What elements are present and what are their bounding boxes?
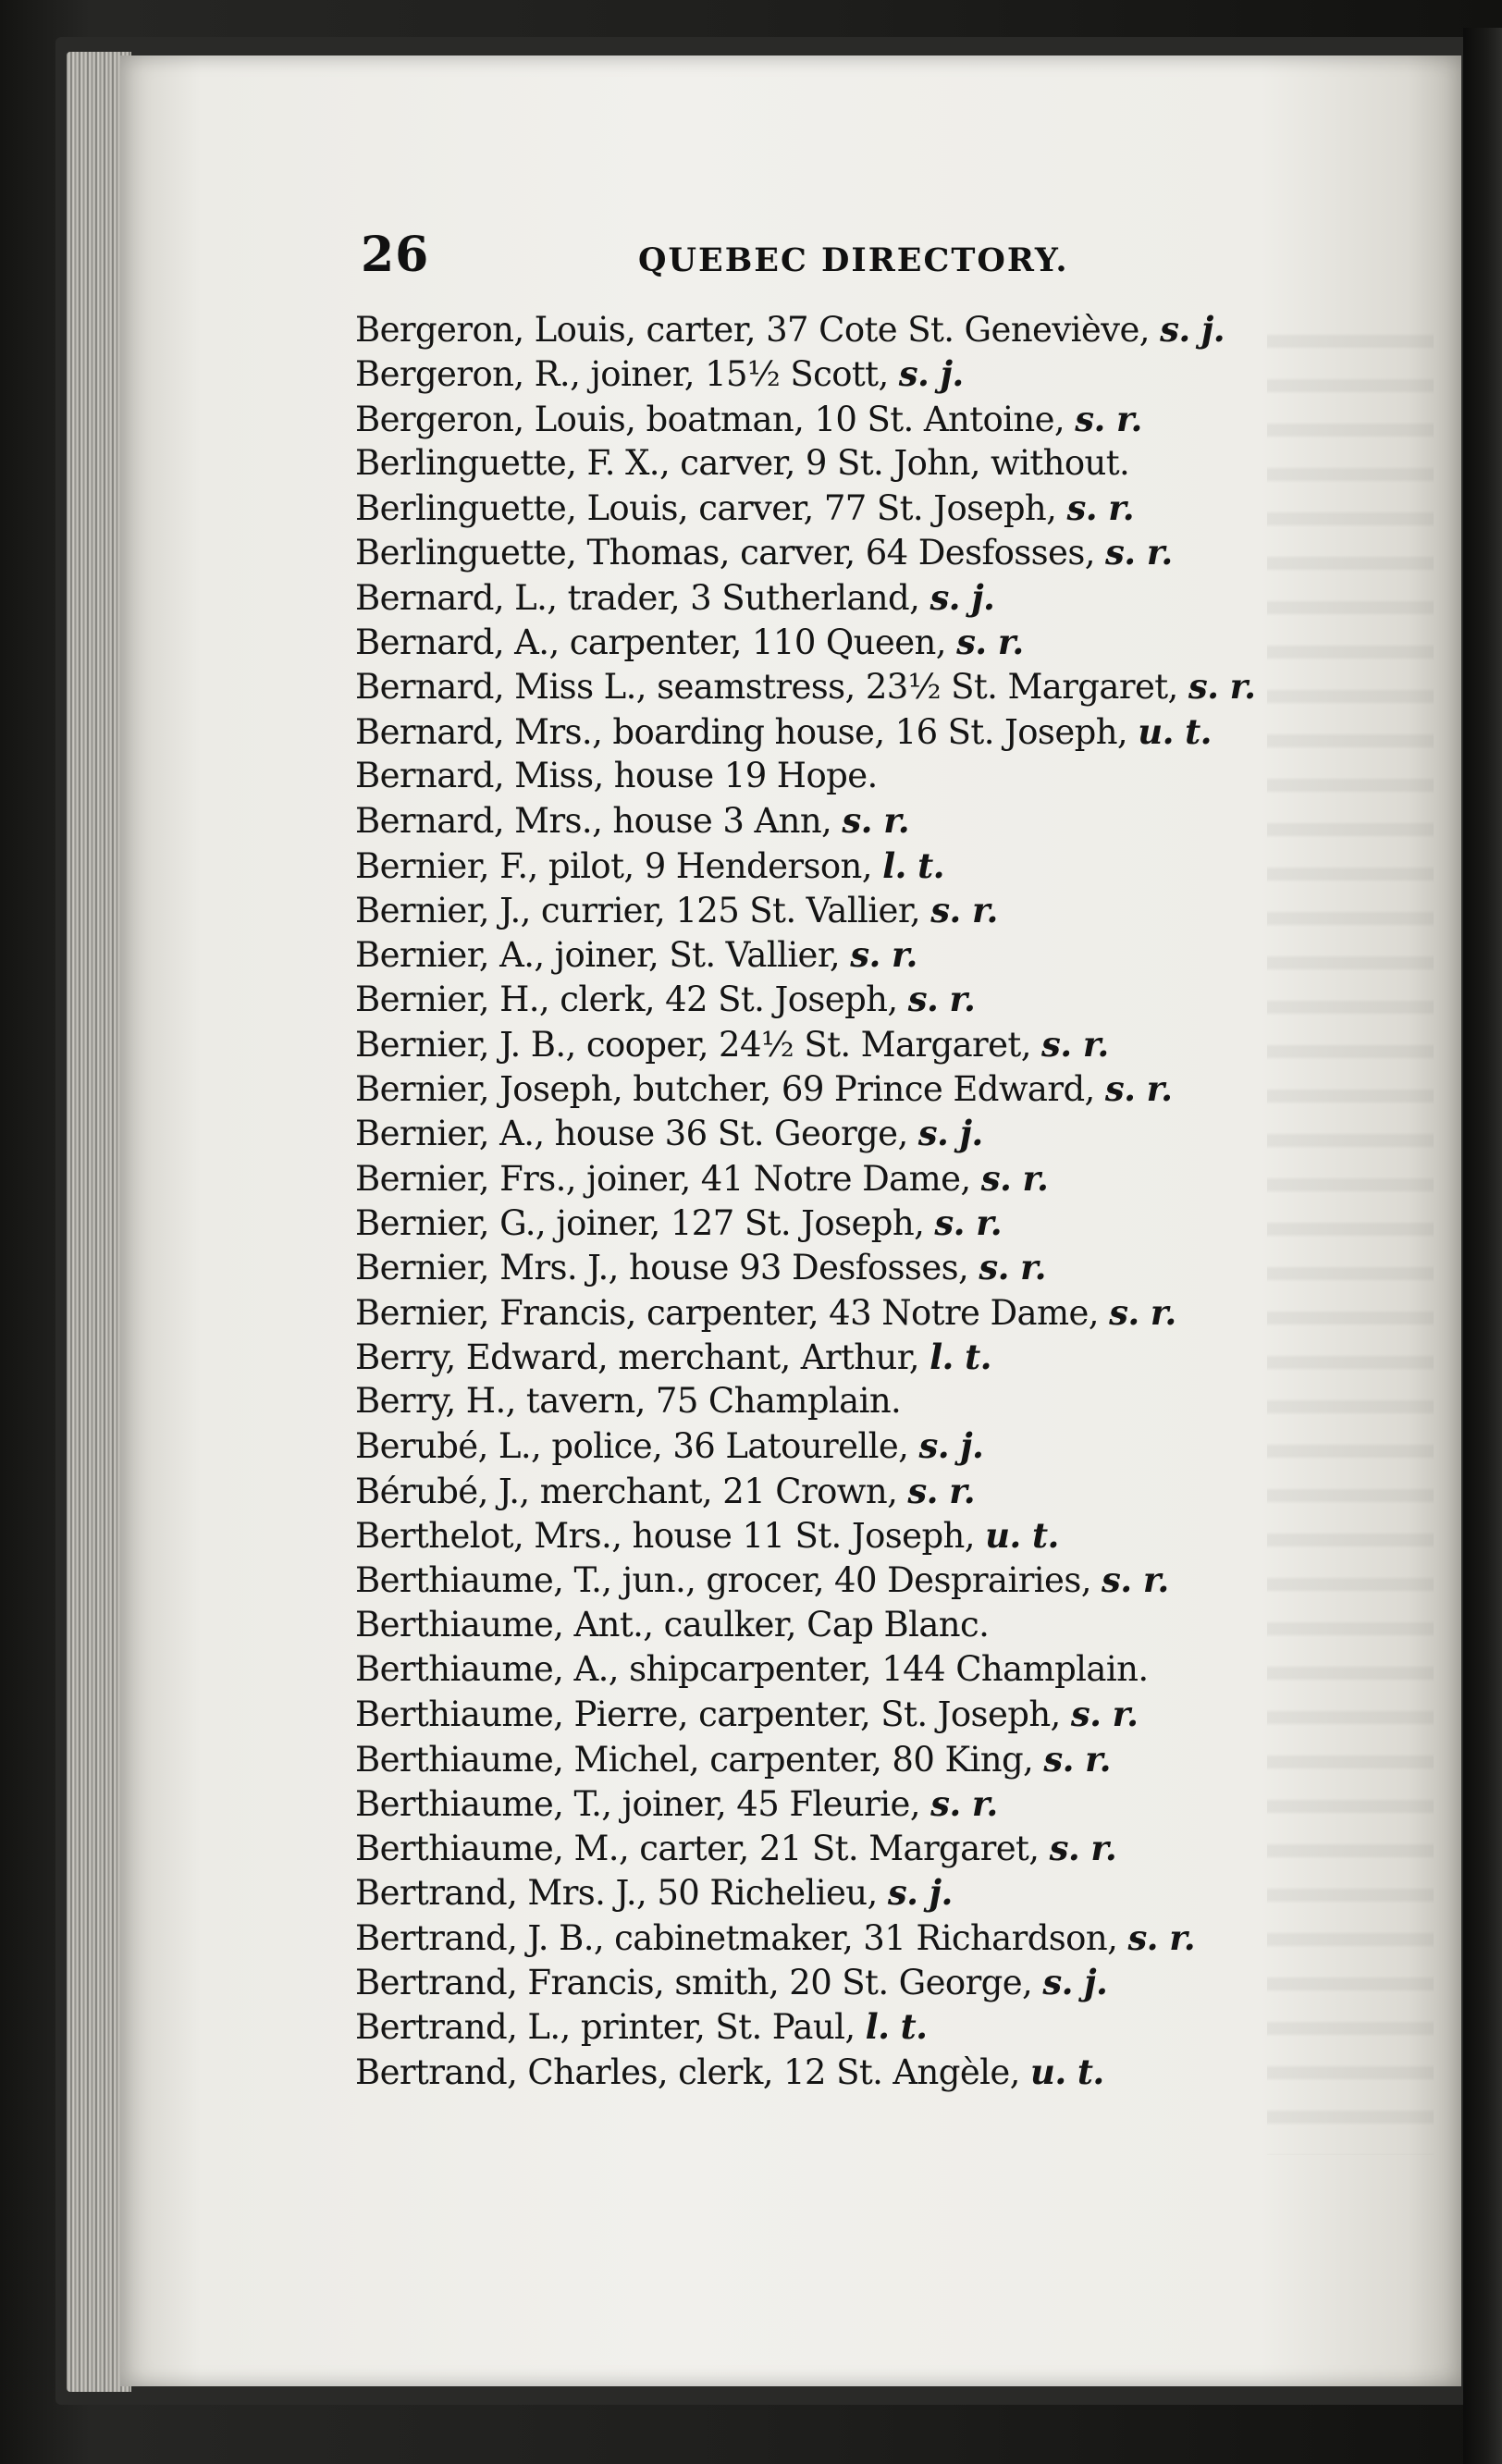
entry-text: Bernard, Miss, house 19 Hope. (355, 755, 878, 795)
entry-district: s. r. (1104, 1068, 1173, 1110)
directory-entry (355, 1692, 1354, 1736)
directory-entry (355, 1513, 1354, 1558)
entry-district: l. t. (865, 2006, 928, 2048)
directory-entry (355, 1558, 1354, 1602)
directory-entry (355, 1870, 1354, 1915)
entry-district: s. r. (956, 622, 1024, 663)
entry-text: Bernier, F., pilot, 9 Henderson, (355, 845, 872, 886)
directory-entry (355, 1737, 1354, 1781)
directory-entry (355, 664, 1354, 708)
directory-entry (355, 530, 1354, 574)
directory-entry (355, 754, 1354, 798)
entry-text: Bernier, J. B., cooper, 24½ St. Margaret, (355, 1024, 1031, 1065)
entry-district: s. r. (979, 1247, 1046, 1288)
entry-district: s. r. (1041, 1023, 1109, 1065)
directory-entry (355, 888, 1354, 932)
entry-district: s. r. (1066, 487, 1135, 529)
entry-district: s. r. (1105, 532, 1173, 573)
entry-text: Bernier, Francis, carpenter, 43 Notre Dame, (355, 1292, 1099, 1333)
directory-entry (355, 1156, 1354, 1201)
entry-district: s. r. (1070, 1694, 1139, 1735)
directory-entry (355, 709, 1354, 754)
entry-text: Berthiaume, M., carter, 21 St. Margaret, (355, 1829, 1040, 1869)
entry-district: s. r. (1188, 666, 1256, 708)
entry-text: Bernard, L., trader, 3 Sutherland, (355, 577, 920, 618)
directory-entry (355, 844, 1354, 888)
page-header (361, 227, 1286, 291)
directory-entry (355, 307, 1354, 351)
entry-text: Bernard, A., carpenter, 110 Queen, (355, 622, 946, 663)
entry-district: s. r. (1049, 1828, 1117, 1869)
entry-district: s. r. (1075, 398, 1142, 439)
directory-entry (355, 620, 1354, 664)
entry-district: s. j. (1042, 1961, 1108, 2002)
entry-district: s. r. (930, 889, 998, 930)
directory-entry (355, 1290, 1354, 1335)
entry-text: Bernier, G., joiner, 127 St. Joseph, (355, 1202, 925, 1243)
entry-text: Bernier, J., currier, 125 St. Vallier, (355, 890, 921, 930)
page-number: 26 (361, 227, 430, 283)
entry-text: Berry, Edward, merchant, Arthur, (355, 1337, 919, 1377)
entry-district: s. j. (898, 353, 964, 395)
entry-district: u. t. (985, 1515, 1059, 1557)
directory-entry (355, 1469, 1354, 1513)
entry-text: Berlinguette, F. X., carver, 9 St. John, without. (355, 442, 1130, 483)
entry-text: Berthiaume, A., shipcarpenter, 144 Champlain. (355, 1648, 1149, 1689)
directory-entry (355, 1379, 1354, 1423)
directory-entry (355, 575, 1354, 620)
entry-text: Bergeron, R., joiner, 15½ Scott, (355, 354, 889, 395)
entry-district: s. r. (930, 1782, 998, 1824)
entry-text: Berthiaume, T., joiner, 45 Fleurie, (355, 1783, 920, 1824)
entry-text: Berubé, L., police, 36 Latourelle, (355, 1426, 909, 1467)
entry-text: Bertrand, J. B., cabinetmaker, 31 Richardson, (355, 1917, 1118, 1958)
running-title: QUEBEC DIRECTORY. (638, 241, 1069, 279)
directory-entry (355, 1423, 1354, 1468)
entry-district: s. r. (934, 1201, 1002, 1243)
directory-entry (355, 977, 1354, 1021)
entry-district: s. j. (930, 576, 995, 618)
directory-entry (355, 1022, 1354, 1066)
directory-entry (355, 932, 1354, 977)
directory-entry (355, 2050, 1354, 2094)
book-spine (1463, 28, 1502, 2464)
directory-entry (355, 1826, 1354, 1870)
entry-text: Berthiaume, Michel, carpenter, 80 King, (355, 1739, 1034, 1780)
entry-text: Berthiaume, Pierre, carpenter, St. Joseph, (355, 1694, 1061, 1735)
directory-entry (355, 1916, 1354, 1960)
entry-district: s. r. (1043, 1738, 1111, 1780)
entry-district: s. j. (917, 1113, 983, 1154)
entry-district: s. r. (1127, 1916, 1196, 1958)
directory-entry (355, 798, 1354, 843)
directory-entry (355, 1201, 1354, 1245)
entry-text: Bertrand, Mrs. J., 50 Richelieu, (355, 1873, 878, 1914)
directory-entry (355, 441, 1354, 486)
entry-district: s. r. (850, 934, 917, 976)
entry-text: Bertrand, Charles, clerk, 12 St. Angèle, (355, 2051, 1020, 2092)
entry-district: s. j. (887, 1872, 953, 1914)
entry-district: u. t. (1138, 710, 1212, 752)
entry-text: Bernard, Miss L., seamstress, 23½ St. Margaret, (355, 667, 1178, 708)
entry-text: Bernier, A., house 36 St. George, (355, 1114, 908, 1154)
entry-district: s. j. (1160, 309, 1225, 350)
directory-entry (355, 2004, 1354, 2049)
entry-district: s. r. (907, 979, 976, 1020)
directory-entry (355, 397, 1354, 441)
entry-text: Berthiaume, Ant., caulker, Cap Blanc. (355, 1604, 990, 1645)
entry-text: Bernier, A., joiner, St. Vallier, (355, 935, 841, 976)
entry-district: l. t. (882, 844, 944, 886)
entry-district: s. r. (980, 1157, 1049, 1199)
directory-entry (355, 486, 1354, 530)
entry-district: s. j. (918, 1425, 984, 1467)
entry-district: s. r. (1109, 1291, 1176, 1333)
entry-text: Bernier, Mrs. J., house 93 Desfosses, (355, 1248, 969, 1288)
directory-entry (355, 1066, 1354, 1111)
entry-text: Bergeron, Louis, carter, 37 Cote St. Geneviève, (355, 310, 1150, 350)
entry-text: Berthiaume, T., jun., grocer, 40 Desprairies, (355, 1560, 1091, 1601)
directory-entry (355, 1245, 1354, 1289)
entry-district: u. t. (1030, 2051, 1104, 2092)
entry-text: Bernier, H., clerk, 42 St. Joseph, (355, 979, 898, 1020)
directory-entry (355, 1960, 1354, 2004)
entry-text: Bertrand, L., printer, St. Paul, (355, 2007, 856, 2048)
entry-text: Bernier, Joseph, butcher, 69 Prince Edward, (355, 1069, 1095, 1110)
entry-text: Berthelot, Mrs., house 11 St. Joseph, (355, 1516, 975, 1557)
entry-text: Bernard, Mrs., boarding house, 16 St. Joseph, (355, 711, 1128, 752)
entry-text: Bernier, Frs., joiner, 41 Notre Dame, (355, 1158, 971, 1199)
entry-text: Bernard, Mrs., house 3 Ann, (355, 801, 832, 842)
entry-text: Bergeron, Louis, boatman, 10 St. Antoine, (355, 399, 1065, 439)
entry-district: l. t. (930, 1336, 991, 1377)
entry-text: Berry, H., tavern, 75 Champlain. (355, 1381, 902, 1422)
directory-entry (355, 1603, 1354, 1647)
directory-entries (355, 307, 1354, 2094)
entry-text: Berlinguette, Thomas, carver, 64 Desfosses, (355, 533, 1095, 573)
directory-entry (355, 1781, 1354, 1826)
entry-district: s. r. (907, 1470, 975, 1511)
entry-text: Bertrand, Francis, smith, 20 St. George, (355, 1962, 1033, 2002)
directory-entry (355, 351, 1354, 396)
directory-entry (355, 1111, 1354, 1155)
entry-district: s. r. (842, 800, 909, 842)
directory-entry (355, 1335, 1354, 1379)
entry-text: Berlinguette, Louis, carver, 77 St. Joseph, (355, 488, 1057, 529)
entry-text: Bérubé, J., merchant, 21 Crown, (355, 1471, 898, 1511)
entry-district: s. r. (1102, 1559, 1169, 1601)
directory-entry (355, 1647, 1354, 1692)
